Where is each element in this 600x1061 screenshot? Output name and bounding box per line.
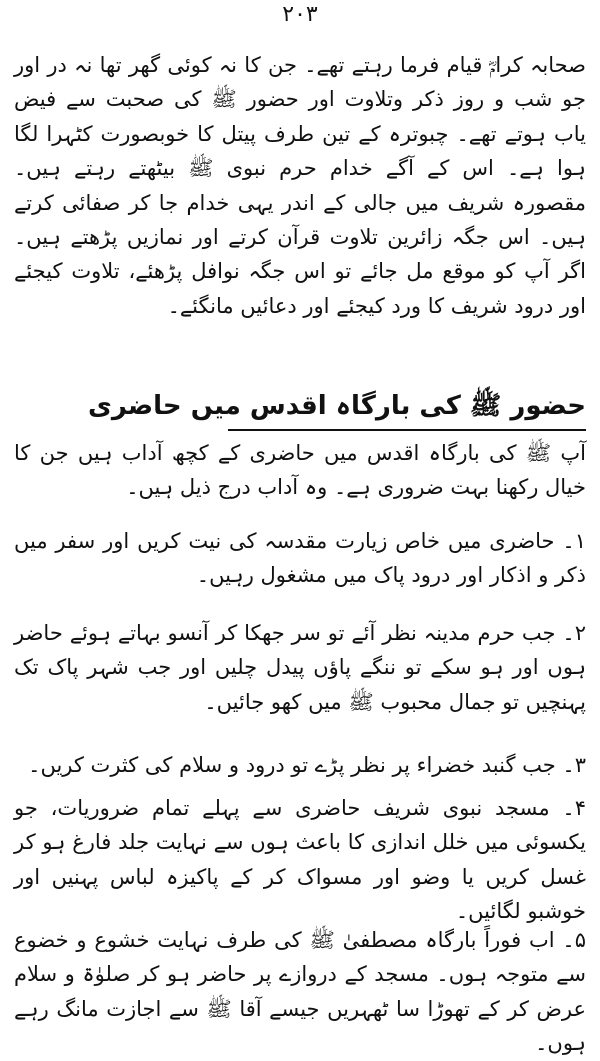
page-number: ۲۰۳ [282,2,318,27]
etiquette-item-3: ۳۔ جب گنبد خضراء پر نظر پڑے تو درود و سلام کی کثرت کریں۔ [28,753,586,777]
etiquette-item-4: ۴۔ مسجد نبوی شریف حاضری سے پہلے تمام ضروریات، جو یکسوئی میں خلل اندازی کا باعث ہوں سے نہایت جلد فارغ ہو کر غسل کریں یا وضو اور مسواک کر کے پاکیزہ لباس پہنیں اور خوشبو لگائیں۔ [14,796,586,924]
intro-paragraph: آپ ﷺ کی بارگاہ اقدس میں حاضری کے کچھ آداب ہیں جن کا خیال رکھنا بہت ضروری ہے۔ وہ آداب درج ذیل ہیں۔ [14,441,586,500]
section-heading-container [88,387,586,431]
etiquette-item-2: ۲۔ جب حرم مدینہ نظر آئے تو سر جھکا کر آنسو بہاتے ہوئے حاضر ہوں اور ہو سکے تو ننگے پاؤں پیدل چلیں اور جب شہر پاک تک پہنچیں تو جمال محبوب ﷺ میں کھو جائیں۔ [14,621,586,714]
body-paragraph: صحابہ کرامؓ قیام فرما رہتے تھے۔ جن کا نہ کوئی گھر تھا نہ در اور جو شب و روز ذکر وتلاوت اور حضور ﷺ کی صحبت سے فیض یاب ہوتے تھے۔ چبوترہ کے تین طرف پیتل کا خوبصورت کٹہرا لگا ہوا ہے۔ اس کے آگے خدام حرم نبوی ﷺ بیٹھتے رہتے ہیں۔ مقصورہ شریف میں جالی کے اندر یہی خدام جا کر صفائی کرتے ہیں۔ اس جگہ زائرین تلاوت قرآن کرتے اور نمازیں پڑھتے ہیں۔ اگر آپ کو موقع مل جائے تو اس جگہ نوافل پڑھئے، تلاوت کیجئے اور درود شریف کا ورد کیجئے اور دعائیں مانگئے۔ [14,53,586,318]
section-heading: حضور ﷺ کی بارگاہ اقدس میں حاضری [88,391,586,421]
heading-underline [228,429,586,431]
etiquette-item-1: ۱۔ حاضری میں خاص زیارت مقدسہ کی نیت کریں اور سفر میں ذکر و اذکار اور درود پاک میں مشغول رہیں۔ [14,529,586,588]
etiquette-item-5: ۵۔ اب فوراً بارگاہ مصطفیٰ ﷺ کی طرف نہایت خشوع و خضوع سے متوجہ ہوں۔ مسجد کے دروازے پر حاضر ہو کر صلوٰۃ و سلام عرض کر کے تھوڑا سا ٹھہریں جیسے آقا ﷺ سے اجازت مانگ رہے ہوں۔ [14,928,586,1056]
